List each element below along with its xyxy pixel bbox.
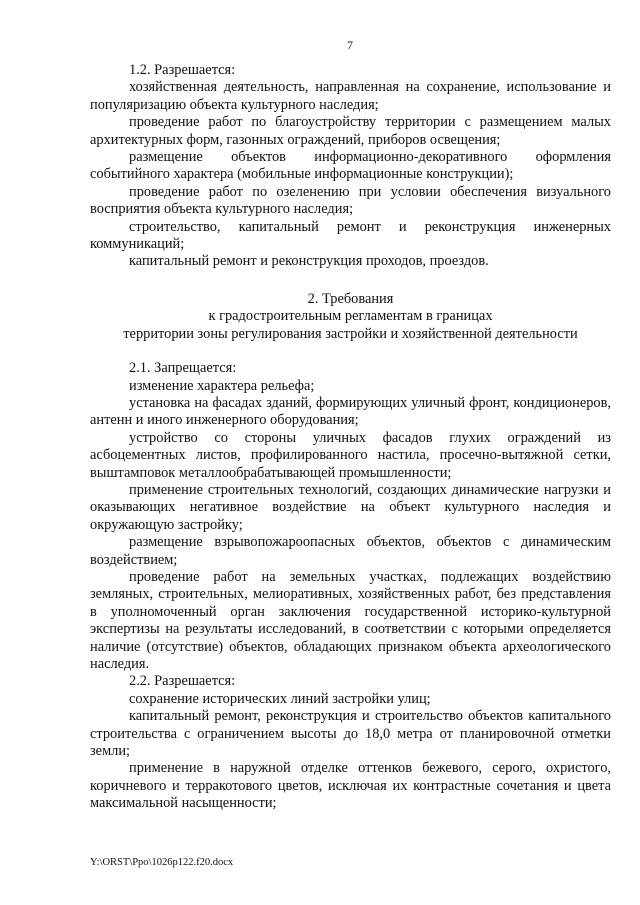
section-2-2-item: сохранение исторических линий застройки улиц; (129, 690, 431, 707)
section-1-2-item: проведение работ по благоустройству территории с размещением малых архитектурных форм, газонных ограждений, приборов освещения; (90, 114, 611, 148)
section-2-heading-line: территории зоны регулирования застройки и хозяйственной деятельности (123, 325, 578, 342)
section-2-1-item: установка на фасадах зданий, формирующих уличный фронт, кондиционеров, антенн и иного инженерного оборудования; (90, 394, 611, 429)
section-2-1-item: устройство со стороны уличных фасадов глухих ограждений из асбоцементных листов, профилированного настила, просечно-вытяжной сетки, выштамповок металлообрабатывающей промышленности; (90, 429, 611, 481)
document-body (90, 62, 611, 813)
section-2-2-item: применение в наружной отделке оттенков бежевого, серого, охристого, коричневого и терракотового цветов, исключая их контрастные сочетания и цвета максимальной насыщенности; (90, 760, 611, 812)
section-1-2-item: размещение объектов информационно-декоративного оформления событийного характера (мобильные информационные конструкции); (90, 149, 611, 183)
section-2-1-title: 2.1. Запрещается: (129, 360, 237, 377)
section-1-2-title: 1.2. Разрешается: (129, 62, 236, 78)
section-2-2-item: капитальный ремонт, реконструкция и строительство объектов капитального строительства с ограничением высоты до 18,0 метра от планировочной отметки земли; (90, 708, 611, 760)
footer-file-path: Y:\ORST\Ppo\1026p122.f20.docx (90, 857, 234, 868)
section-2-1-item: проведение работ на земельных участках, подлежащих воздействию земляных, строительных, мелиоративных, хозяйственных работ, без представления в уполномоченный орган заключения государственной историко-культурной экспертизы на результаты исследований, в соответствии с которыми определяется наличие (отсутствие) объектов, обладающих признаком объекта археологического наследия. (90, 568, 611, 672)
section-2-1-item: размещение взрывопожароопасных объектов, объектов с динамическим воздействием; (90, 534, 611, 568)
section-1-2-item: хозяйственная деятельность, направленная на сохранение, использование и популяризацию объекта культурного наследия; (90, 79, 611, 113)
section-1-2-item: капитальный ремонт и реконструкция проходов, проездов. (129, 253, 489, 270)
section-1-2-item: проведение работ по озеленению при условии обеспечения визуального восприятия объекта культурного наследия; (90, 183, 611, 218)
section-2-heading: 2. Требования (307, 290, 394, 307)
section-2-1-item: применение строительных технологий, создающих динамические нагрузки и оказывающих негативное воздействие на объект культурного наследия и окружающую застройку; (90, 481, 611, 533)
section-2-1-item: изменение характера рельефа; (129, 377, 315, 394)
section-1-2-item: строительство, капитальный ремонт и реконструкция инженерных коммуникаций; (90, 218, 611, 253)
section-2-heading-line: к градостроительным регламентам в границах (208, 308, 493, 325)
page-number: 7 (347, 38, 353, 52)
section-2-2-title: 2.2. Разрешается: (129, 673, 236, 690)
